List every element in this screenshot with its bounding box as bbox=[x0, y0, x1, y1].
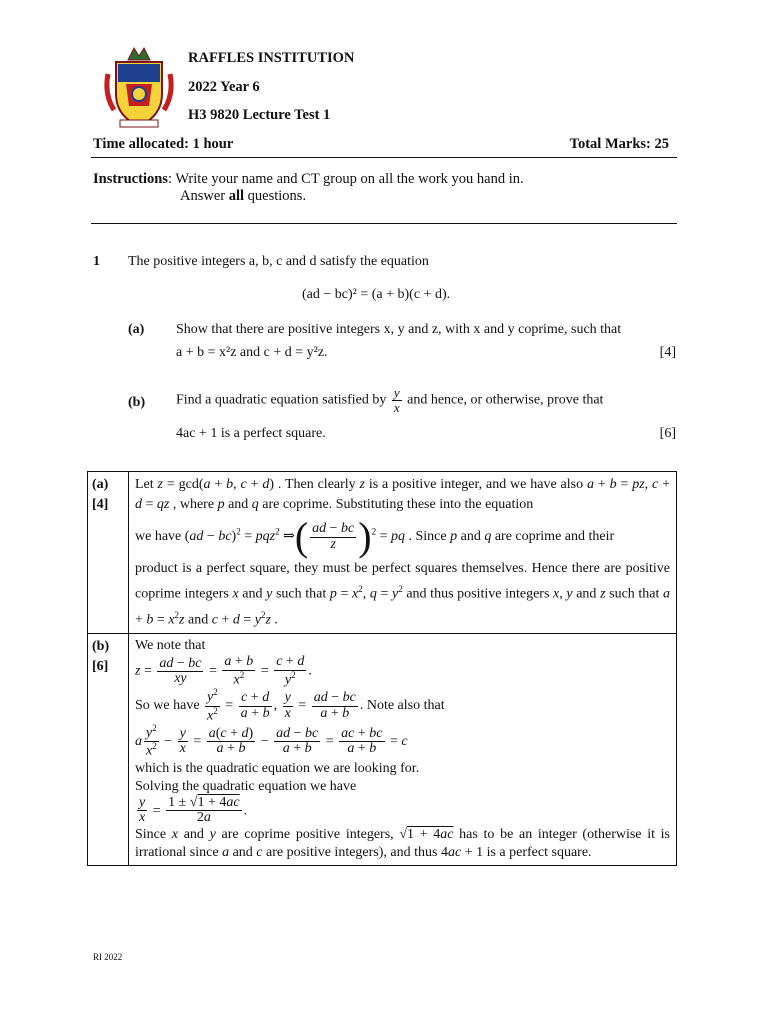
part-b-marks: [6] bbox=[659, 426, 676, 441]
institution-name: RAFFLES INSTITUTION bbox=[188, 50, 355, 66]
year-label: 2022 Year 6 bbox=[188, 79, 260, 95]
solution-a-marks: [4] bbox=[92, 497, 109, 512]
part-a-math: a + b = x²z and c + d = y²z. bbox=[176, 345, 328, 360]
test-title: H3 9820 Lecture Test 1 bbox=[188, 107, 331, 123]
footer-label: RI 2022 bbox=[93, 952, 123, 962]
instructions-line-2: Answer all questions. bbox=[180, 188, 307, 204]
solution-b-label: (b) bbox=[92, 639, 110, 655]
solution-a-label: (a) bbox=[92, 477, 109, 492]
part-b-label: (b) bbox=[128, 395, 146, 410]
solution-b-body: We note that z = $\frac{ad - bc}{xy}$ = $\frac{a + b}{x^2}$ = $\frac{c + d}{y^2}$ . So we have $\frac{y^2}{x^2}$ = $\frac{c + d}{a + b}$ , $\frac{y}{x}$ = $\frac{ad - bc}{a + b}$ . Note also that a $\frac{y^2}{x^2}$ − $\frac{y}{x}$ = $\frac{a(c + d)}{a + b}$ − $\frac{ad - bc}{a + b}$ = $\frac{ac + bc}{a + b}$ = c which is the quadratic equation we are looking for. Solving the quadratic equation we have $\frac{y}{x}$ = $\frac{1 \pm √1 + 4ac}{2a}$ . Since x and y are coprime positive integers, √1 + 4ac has to be an integer (otherwise it is irrational since a and c are positive integers), and thus 4ac + 1 is a perfect square. bbox=[129, 634, 677, 866]
instructions-label: Instructions bbox=[93, 171, 168, 187]
part-a-text: Show that there are positive integers x, y and z, with x and y coprime, such that bbox=[176, 322, 622, 337]
part-b-text-3: 4ac + 1 is a perfect square. bbox=[176, 426, 326, 441]
part-a-label: (a) bbox=[128, 322, 145, 337]
solution-b-marks: [6] bbox=[92, 659, 109, 675]
school-crest-logo bbox=[104, 44, 174, 130]
question-stem: The positive integers a, b, c and d satisfy the equation bbox=[128, 254, 429, 269]
question-equation: (ad − bc)² = (a + b)(c + d). bbox=[302, 287, 451, 302]
part-b-line: Find a quadratic equation satisfied by $\frac{y}{x}$ and hence, or otherwise, prove that bbox=[176, 385, 604, 415]
part-a-marks: [4] bbox=[659, 345, 676, 360]
question-number: 1 bbox=[93, 254, 100, 269]
instructions-divider bbox=[91, 223, 677, 224]
header-divider bbox=[91, 157, 677, 158]
time-allocated: Time allocated: 1 hour bbox=[93, 136, 234, 152]
solution-row-a bbox=[88, 472, 677, 634]
instructions bbox=[93, 171, 524, 188]
total-marks: Total Marks: 25 bbox=[569, 136, 669, 152]
instructions-line-1: : Write your name and CT group on all the work you hand in. bbox=[167, 171, 524, 187]
solution-row-b bbox=[88, 634, 677, 866]
solution-a-body: Let z = gcd(a + b, c + d) . Then clearly z is a positive integer, and we have also a + b = pz, c + d = qz , where p and q are coprime. Substituting these into the equation we have (ad − bc)$^2$ = pqz$^2$ ⇒( $\frac{ad - bc}{z}$ )$^2$ = pq . Since p and q are coprime and their product is a perfect square, they must be perfect squares themselves. Hence there are positive coprime integers x and y such that $p = x^2$, $q = y^2$ and thus positive integers x, y and z such that $a + b = x^2z$ and $c + d = y^2z$ . bbox=[129, 472, 677, 634]
solutions-table bbox=[87, 471, 677, 866]
